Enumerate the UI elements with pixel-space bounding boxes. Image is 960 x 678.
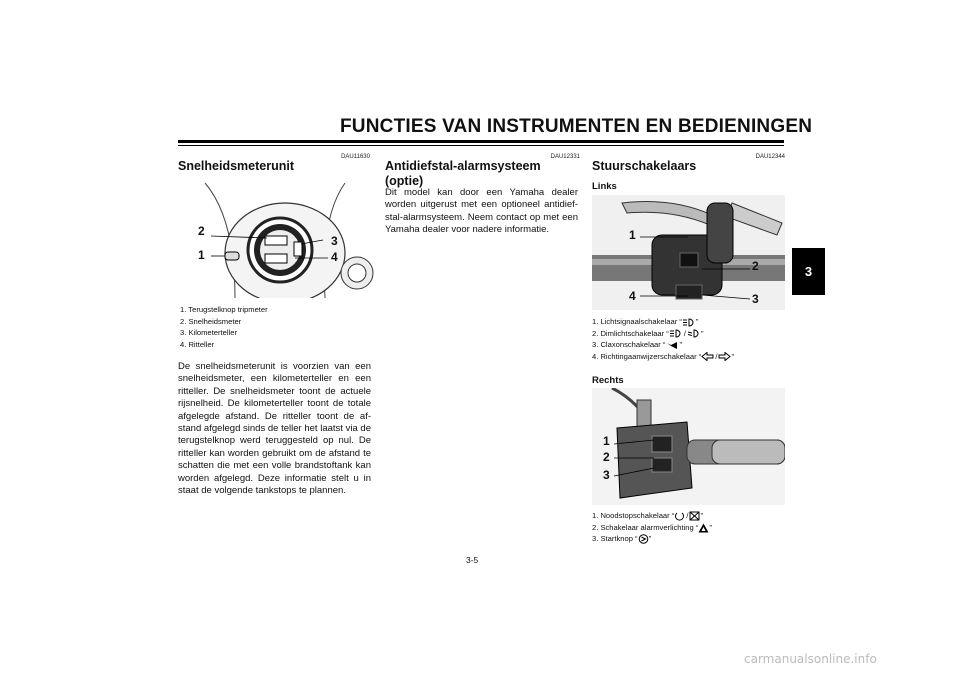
figure-callout-1: 1: [629, 228, 636, 242]
caption-item: [592, 533, 712, 545]
heading-line: (optie): [385, 174, 424, 188]
low-beam-icon: [687, 329, 701, 338]
section-code: DAU12331: [550, 154, 580, 160]
section-heading-handlebar-switches: Stuurschakelaars: [592, 159, 697, 173]
section-code: DAU12344: [755, 154, 785, 160]
figure-callout-1: 1: [603, 434, 610, 448]
figure-callout-2: 2: [198, 224, 205, 238]
alarm-body: Dit model kan door een Yamaha dealer worden uitgerust met een optioneel antidiefstal-alarmsysteem. Neem contact op met een Yamaha dealer voor nadere informatie.: [385, 187, 578, 236]
left-switch-figure: [592, 195, 785, 310]
caption-text: ”: [648, 534, 652, 543]
left-switch-captions: [592, 316, 734, 362]
passing-light-icon: [682, 318, 696, 327]
engine-run-icon: [674, 511, 685, 521]
figure-callout-3: 3: [603, 468, 610, 482]
hazard-icon: [698, 523, 709, 533]
section-code: DAU11630: [341, 154, 370, 160]
figure-callout-2: 2: [603, 450, 610, 464]
caption-item: 3. Kilometerteller: [180, 328, 237, 337]
figure-callout-4: 4: [629, 289, 636, 303]
figure-callout-4: 4: [331, 250, 338, 264]
page-number: 3-5: [466, 555, 479, 565]
speedometer-body: De snelheidsmeterunit is voorzien van een snelheidsmeter, een kilometerteller en een ritteller. De snelheidsmeter toont de actuele rijsnelheid. De kilometerteller toont de totale afgelegde afstand. De ritteller toont de afstand afgelegd sinds de teller het laatst via de terugstelknop werd teruggesteld op nul. De ritteller kan worden gebruikt om de afstand te schatten die met een volle brandstoftank kan worden afgelegd. Deze informatie stelt u in staat de volgende tankstops te plannen.: [178, 361, 371, 497]
start-icon: [638, 534, 649, 544]
watermark[interactable]: carmanualsonline.info: [744, 652, 877, 666]
caption-text: 4. Richtingaanwijzerschakelaar “: [592, 351, 702, 361]
caption-text: ”: [695, 317, 699, 326]
header-rule: [178, 140, 784, 143]
right-switch-captions: [592, 510, 712, 545]
speedometer-captions: [180, 304, 268, 350]
caption-text: 3. Startknop “: [592, 534, 638, 543]
caption-item: 2. Snelheidsmeter: [180, 316, 242, 326]
caption-text: ”: [700, 328, 704, 338]
caption-item: [592, 522, 712, 534]
figure-callout-3: 3: [331, 234, 338, 248]
caption-text: 1. Noodstopschakelaar “: [592, 511, 675, 520]
subheading-right: Rechts: [592, 375, 624, 386]
caption-item: 2. Dimlichtschakelaar “ / ”: [592, 328, 704, 338]
section-heading-speedometer: Snelheidsmeterunit: [178, 159, 294, 173]
caption-text: 2. Dimlichtschakelaar “: [592, 328, 669, 338]
caption-item: 4. Ritteller: [180, 339, 215, 349]
right-switch-figure: [592, 388, 785, 505]
caption-item: [592, 316, 734, 328]
figure-callout-2: 2: [752, 259, 759, 273]
caption-item: 4. Richtingaanwijzerschakelaar “ / ”: [592, 351, 734, 361]
caption-text: ”: [700, 511, 703, 520]
caption-item: 1. Noodstopschakelaar “ / ”: [592, 511, 703, 520]
heading-line: Antidiefstal-alarmsysteem: [385, 159, 541, 173]
caption-text: 3. Claxonschakelaar “: [592, 340, 666, 349]
header-rule-thin: [178, 145, 784, 146]
figure-callout-3: 3: [752, 292, 759, 306]
page-header-title: FUNCTIES VAN INSTRUMENTEN EN BEDIENINGEN: [340, 116, 813, 137]
caption-text: ”: [731, 351, 734, 361]
turn-left-icon: [701, 352, 714, 361]
figure-callout-1: 1: [198, 248, 205, 262]
engine-stop-icon: [689, 511, 700, 521]
caption-text: 2. Schakelaar alarmverlichting “: [592, 522, 699, 532]
caption-item: 1. Terugstelknop tripmeter: [180, 305, 268, 314]
chapter-tab: 3: [792, 248, 825, 295]
horn-icon: [665, 341, 679, 350]
caption-text: 1. Lichtsignaalschakelaar “: [592, 317, 682, 326]
subheading-left: Links: [592, 181, 617, 192]
section-heading-alarm: [385, 159, 541, 189]
speedometer-figure: [195, 178, 375, 298]
turn-right-icon: [718, 352, 731, 361]
high-beam-icon: [669, 329, 683, 338]
caption-text: ”: [709, 522, 712, 532]
caption-item: [592, 339, 734, 351]
caption-text: ”: [679, 340, 682, 349]
